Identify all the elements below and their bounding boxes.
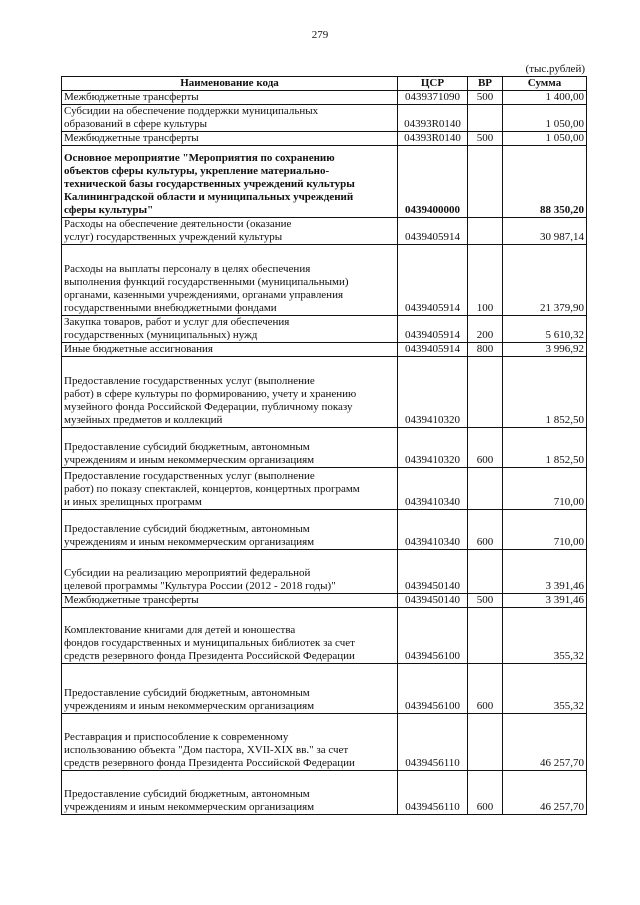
row-name-cell: Предоставление субсидий бюджетным, автономным учреждениям и иным некоммерческим организациям <box>62 510 398 550</box>
table-row <box>62 91 587 105</box>
row-vr-cell: 500 <box>468 91 503 105</box>
row-sum-cell: 1 852,50 <box>503 428 587 468</box>
row-vr-cell <box>468 550 503 594</box>
row-sum-cell: 30 987,14 <box>503 218 587 245</box>
row-sum-cell: 355,32 <box>503 664 587 714</box>
row-sum-cell: 46 257,70 <box>503 771 587 815</box>
budget-table <box>61 76 587 815</box>
row-vr-cell <box>468 468 503 510</box>
row-vr-cell <box>468 146 503 218</box>
row-csr-cell: 0439405914 <box>398 343 468 357</box>
row-vr-cell: 600 <box>468 664 503 714</box>
row-sum-cell: 3 391,46 <box>503 550 587 594</box>
row-csr-cell: 0439405914 <box>398 316 468 343</box>
row-csr-cell: 0439410340 <box>398 468 468 510</box>
table-row <box>62 316 587 343</box>
row-csr-cell: 0439456110 <box>398 771 468 815</box>
row-vr-cell <box>468 218 503 245</box>
units-label: (тыс.рублей) <box>525 63 585 75</box>
header-vr: ВР <box>468 77 503 91</box>
row-name-cell: Реставрация и приспособление к современному использованию объекта "Дом пастора, XVII-XIX вв." за счет средств резервного фонда Президента Российской Федерации <box>62 714 398 771</box>
row-name-cell: Комплектование книгами для детей и юношества фондов государственных и муниципальных библиотек за счет средств резервного фонда Президента Российской Федерации <box>62 608 398 664</box>
row-sum-cell: 1 050,00 <box>503 105 587 132</box>
row-csr-cell: 0439450140 <box>398 550 468 594</box>
row-sum-cell: 88 350,20 <box>503 146 587 218</box>
table-row <box>62 510 587 550</box>
table-row <box>62 608 587 664</box>
row-vr-cell <box>468 608 503 664</box>
row-name-cell: Основное мероприятие "Мероприятия по сохранению объектов сферы культуры, укрепление материально- технической базы государственных учреждений культуры Калининградской области и муниципальных учреждений сферы культуры" <box>62 146 398 218</box>
table-row <box>62 132 587 146</box>
row-csr-cell: 0439400000 <box>398 146 468 218</box>
row-vr-cell: 100 <box>468 245 503 316</box>
table-row <box>62 218 587 245</box>
row-vr-cell: 200 <box>468 316 503 343</box>
row-name-cell: Предоставление субсидий бюджетным, автономным учреждениям и иным некоммерческим организациям <box>62 664 398 714</box>
row-csr-cell: 0439405914 <box>398 218 468 245</box>
row-sum-cell: 710,00 <box>503 468 587 510</box>
row-sum-cell: 3 996,92 <box>503 343 587 357</box>
row-vr-cell: 500 <box>468 594 503 608</box>
table-row <box>62 550 587 594</box>
table-row <box>62 105 587 132</box>
row-sum-cell: 46 257,70 <box>503 714 587 771</box>
table-row <box>62 357 587 428</box>
row-csr-cell: 0439456100 <box>398 608 468 664</box>
row-csr-cell: 0439410320 <box>398 428 468 468</box>
table-row <box>62 343 587 357</box>
row-sum-cell: 5 610,32 <box>503 316 587 343</box>
table-row <box>62 714 587 771</box>
row-name-cell: Межбюджетные трансферты <box>62 132 398 146</box>
row-csr-cell: 0439410320 <box>398 357 468 428</box>
table-row <box>62 771 587 815</box>
row-name-cell: Предоставление субсидий бюджетным, автономным учреждениям и иным некоммерческим организациям <box>62 771 398 815</box>
row-vr-cell: 600 <box>468 771 503 815</box>
row-name-cell: Субсидии на обеспечение поддержки муниципальных образований в сфере культуры <box>62 105 398 132</box>
table-row <box>62 594 587 608</box>
row-sum-cell: 3 391,46 <box>503 594 587 608</box>
row-vr-cell: 600 <box>468 428 503 468</box>
header-sum: Сумма <box>503 77 587 91</box>
table-row <box>62 146 587 218</box>
row-vr-cell: 800 <box>468 343 503 357</box>
row-sum-cell: 710,00 <box>503 510 587 550</box>
table-row <box>62 468 587 510</box>
row-name-cell: Предоставление государственных услуг (выполнение работ) по показу спектаклей, концертов, концертных программ и иных зрелищных программ <box>62 468 398 510</box>
row-sum-cell: 1 050,00 <box>503 132 587 146</box>
table-row <box>62 664 587 714</box>
row-name-cell: Расходы на выплаты персоналу в целях обеспечения выполнения функций государственными (муниципальными) органами, казенными учреждениями, органами управления государственными внебюджетными фондами <box>62 245 398 316</box>
table-row <box>62 428 587 468</box>
row-csr-cell: 0439410340 <box>398 510 468 550</box>
row-name-cell: Закупка товаров, работ и услуг для обеспечения государственных (муниципальных) нужд <box>62 316 398 343</box>
row-sum-cell: 1 400,00 <box>503 91 587 105</box>
row-vr-cell: 500 <box>468 132 503 146</box>
row-sum-cell: 1 852,50 <box>503 357 587 428</box>
row-csr-cell: 0439456100 <box>398 664 468 714</box>
row-vr-cell <box>468 357 503 428</box>
row-name-cell: Предоставление субсидий бюджетным, автономным учреждениям и иным некоммерческим организациям <box>62 428 398 468</box>
row-name-cell: Субсидии на реализацию мероприятий федеральной целевой программы "Культура России (2012 - 2018 годы)" <box>62 550 398 594</box>
row-vr-cell <box>468 714 503 771</box>
header-csr: ЦСР <box>398 77 468 91</box>
row-sum-cell: 355,32 <box>503 608 587 664</box>
row-sum-cell: 21 379,90 <box>503 245 587 316</box>
row-name-cell: Предоставление государственных услуг (выполнение работ) в сфере культуры по формированию, учету и хранению музейного фонда Российской Федерации, публичному показу музейных предметов и коллекций <box>62 357 398 428</box>
row-csr-cell: 0439450140 <box>398 594 468 608</box>
page-number: 279 <box>311 29 329 41</box>
row-name-cell: Иные бюджетные ассигнования <box>62 343 398 357</box>
table-body <box>62 91 587 815</box>
row-name-cell: Расходы на обеспечение деятельности (оказание услуг) государственных учреждений культуры <box>62 218 398 245</box>
row-vr-cell <box>468 105 503 132</box>
row-csr-cell: 04393R0140 <box>398 105 468 132</box>
row-csr-cell: 0439405914 <box>398 245 468 316</box>
header-name: Наименование кода <box>62 77 398 91</box>
row-csr-cell: 0439456110 <box>398 714 468 771</box>
row-vr-cell: 600 <box>468 510 503 550</box>
row-name-cell: Межбюджетные трансферты <box>62 91 398 105</box>
table-header-row <box>62 77 587 91</box>
row-csr-cell: 04393R0140 <box>398 132 468 146</box>
table-row <box>62 245 587 316</box>
row-csr-cell: 0439371090 <box>398 91 468 105</box>
row-name-cell: Межбюджетные трансферты <box>62 594 398 608</box>
